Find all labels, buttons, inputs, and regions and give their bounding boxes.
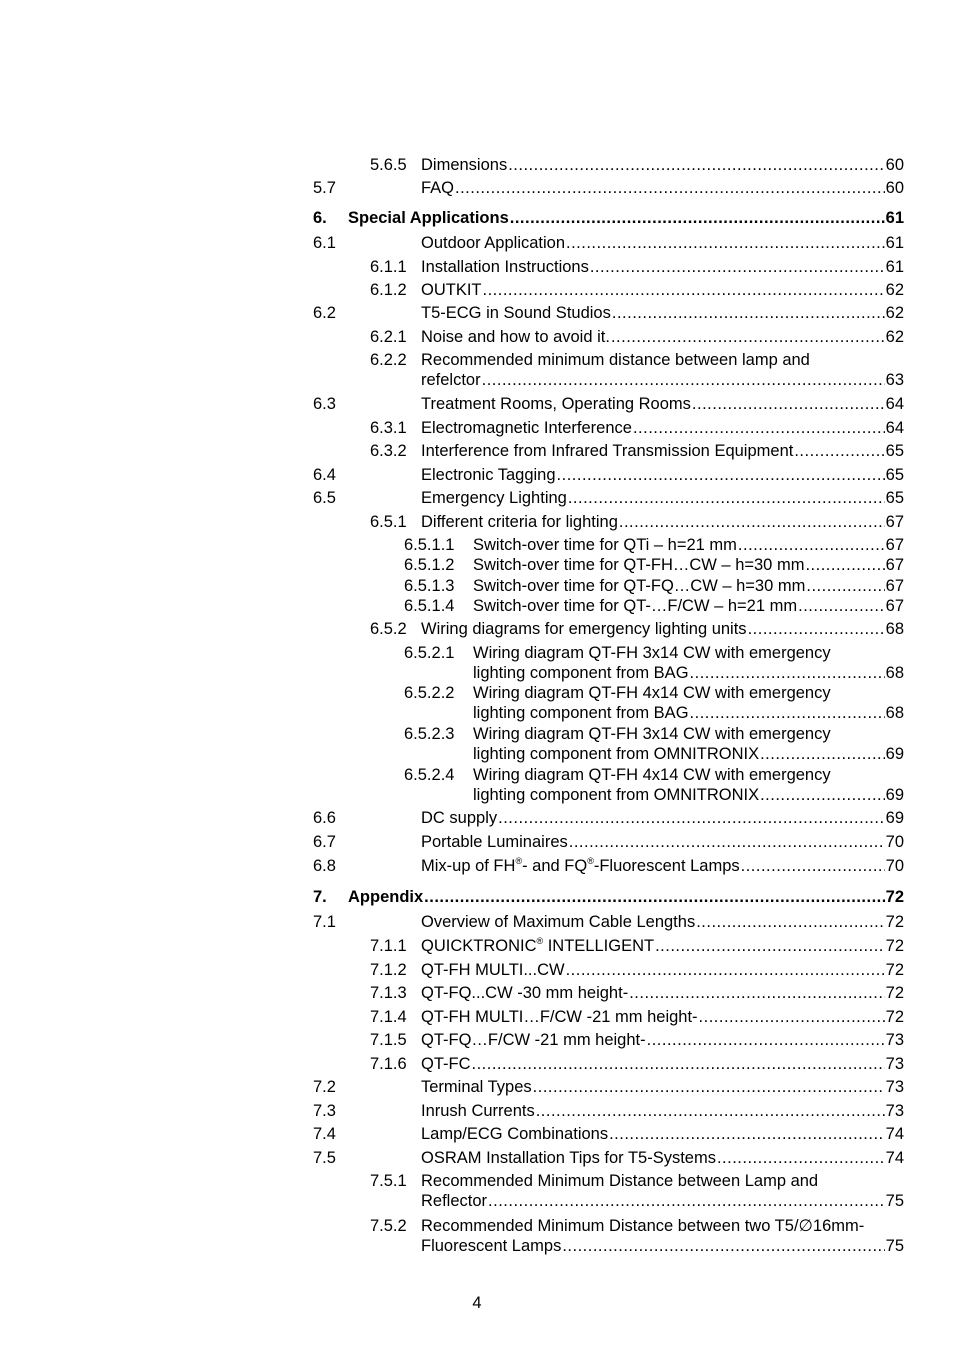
toc-entry-title xyxy=(473,596,904,616)
toc-entry-title-text: Treatment Rooms, Operating Rooms xyxy=(421,395,691,413)
title-segment: Mix-up of FH xyxy=(421,857,516,875)
toc-entry-page: 68 xyxy=(885,704,904,722)
toc-entry-title-text: QT-FQ...CW -30 mm height- xyxy=(421,984,629,1002)
toc-entry-title-text: QT-FQ…F/CW -21 mm height- xyxy=(421,1031,646,1049)
toc-entry-title xyxy=(421,1171,904,1211)
dot-leader xyxy=(455,178,885,198)
toc-entry-page: 74 xyxy=(885,1125,904,1143)
toc-entry-title xyxy=(421,1007,904,1027)
registered-mark: ® xyxy=(515,856,523,866)
toc-entry-title-text: Emergency Lighting xyxy=(421,489,567,507)
toc-entry-page: 69 xyxy=(885,809,904,827)
toc-entry-number: 6.8 xyxy=(313,857,336,875)
toc-entry-title xyxy=(421,465,904,485)
toc-entry-title-text: Inrush Currents xyxy=(421,1102,535,1120)
dot-leader xyxy=(533,1077,885,1097)
toc-entry-title-text: lighting component from OMNITRONIX xyxy=(473,786,760,804)
dot-leader xyxy=(690,703,885,723)
toc-entry-title xyxy=(348,887,904,907)
toc-entry-title-text: refelctor xyxy=(421,371,481,389)
toc-entry-page: 74 xyxy=(885,1149,904,1167)
toc-entry-title-text: T5-ECG in Sound Studios xyxy=(421,304,611,322)
toc-entry-page: 61 xyxy=(885,234,904,252)
toc-entry-number: 6.5.1.1 xyxy=(404,536,455,554)
toc-entry-title xyxy=(421,960,904,980)
toc-entry-title-text: OSRAM Installation Tips for T5-Systems xyxy=(421,1149,716,1167)
toc-entry-title xyxy=(473,683,904,723)
toc-entry-number: 5.7 xyxy=(313,179,336,197)
toc-entry[interactable] xyxy=(0,1171,954,1211)
toc-entry-title-text: Wiring diagram QT-FH 4x14 CW with emergency xyxy=(473,766,831,784)
toc-entry-page: 64 xyxy=(885,419,904,437)
toc-entry-number: 7.1.4 xyxy=(370,1008,407,1026)
toc-entry-title xyxy=(421,327,904,347)
dot-leader xyxy=(696,912,884,932)
dot-leader xyxy=(794,441,884,461)
toc-entry-title xyxy=(421,155,904,175)
toc-entry-page: 70 xyxy=(885,833,904,851)
toc-entry-number: 7.4 xyxy=(313,1125,336,1143)
toc-entry-title xyxy=(421,441,904,461)
toc-entry-title-text: Wiring diagram QT-FH 3x14 CW with emergency xyxy=(473,725,831,743)
toc-entry-page: 68 xyxy=(885,664,904,682)
toc-entry-page: 64 xyxy=(885,395,904,413)
toc-entry-title xyxy=(421,832,904,852)
toc-entry[interactable] xyxy=(0,1216,954,1256)
toc-entry-title-text: Overview of Maximum Cable Lengths xyxy=(421,913,696,931)
dot-leader xyxy=(647,1030,885,1050)
dot-leader xyxy=(609,1124,885,1144)
toc-entry-number: 7.5 xyxy=(313,1149,336,1167)
toc-entry-title xyxy=(421,1148,904,1168)
toc-entry-page: 73 xyxy=(885,1055,904,1073)
toc-entry-page: 75 xyxy=(885,1237,904,1255)
toc-entry-title-text: Reflector xyxy=(421,1192,488,1210)
toc-entry-title-text: Wiring diagrams for emergency lighting units xyxy=(421,620,747,638)
toc-entry-number: 6.3 xyxy=(313,395,336,413)
toc-entry-title xyxy=(473,724,904,764)
toc-entry-number: 6.3.1 xyxy=(370,419,407,437)
toc-entry-title-text: Installation Instructions xyxy=(421,258,589,276)
toc-entry-title-text: Electromagnetic Interference xyxy=(421,419,632,437)
dot-leader xyxy=(738,535,885,555)
toc-entry-title-text: Appendix xyxy=(348,888,424,906)
toc-entry-title-text: Wiring diagram QT-FH 3x14 CW with emergency xyxy=(473,644,831,662)
toc-entry-number: 6.4 xyxy=(313,466,336,484)
toc-entry-page: 72 xyxy=(885,913,904,931)
toc-entry-page: 72 xyxy=(885,984,904,1002)
dot-leader xyxy=(590,257,885,277)
toc-entry-page: 72 xyxy=(885,937,904,955)
toc-entry[interactable] xyxy=(0,683,954,723)
toc-entry-page: 65 xyxy=(885,466,904,484)
toc-entry-title xyxy=(421,856,904,876)
toc-entry-number: 7.1.1 xyxy=(370,937,407,955)
toc-entry-title-text: Switch-over time for QT-…F/CW – h=21 mm xyxy=(473,597,798,615)
toc-entry-title xyxy=(473,765,904,805)
toc-entry-number: 7. xyxy=(313,888,327,906)
toc-entry-title xyxy=(473,576,904,596)
toc-entry-page: 72 xyxy=(885,888,904,906)
toc-entry-number: 6.1.1 xyxy=(370,258,407,276)
page-number: 4 xyxy=(472,1294,482,1312)
dot-leader xyxy=(562,1236,884,1256)
toc-entry-title-text: FAQ xyxy=(421,179,455,197)
toc-entry-title-text: DC supply xyxy=(421,809,498,827)
toc-entry-page: 61 xyxy=(885,209,904,227)
toc-entry-title-text: lighting component from BAG xyxy=(473,704,689,722)
registered-mark: ® xyxy=(587,856,594,866)
title-segment: -Fluorescent Lamps xyxy=(593,857,740,875)
toc-entry-number: 7.1.5 xyxy=(370,1031,407,1049)
toc-entry-page: 60 xyxy=(885,156,904,174)
toc-entry-title xyxy=(473,643,904,683)
toc-entry-title-text: QT-FH MULTI...CW xyxy=(421,961,565,979)
toc-entry-number: 6.5 xyxy=(313,489,336,507)
toc-entry-title-text: QT-FC xyxy=(421,1055,471,1073)
dot-leader xyxy=(633,418,885,438)
dot-leader xyxy=(699,1007,885,1027)
toc-entry-page: 65 xyxy=(885,442,904,460)
dot-leader xyxy=(741,856,885,876)
toc-entry-title xyxy=(348,208,904,228)
toc-entry-number: 6.5.2.2 xyxy=(404,684,455,702)
toc-entry-page: 72 xyxy=(885,1008,904,1026)
dot-leader xyxy=(612,303,885,323)
toc-entry-title xyxy=(421,912,904,932)
toc-entry-page: 63 xyxy=(885,371,904,389)
toc-entry-title xyxy=(421,936,904,956)
toc-entry[interactable] xyxy=(0,724,954,764)
dot-leader xyxy=(655,936,885,956)
toc-entry-number: 7.3 xyxy=(313,1102,336,1120)
dot-leader xyxy=(508,155,884,175)
toc-entry-title-text: Lamp/ECG Combinations xyxy=(421,1125,609,1143)
toc-entry-title-text: Recommended Minimum Distance between two T5/∅16mm- xyxy=(421,1217,865,1235)
toc-entry-page: 67 xyxy=(885,513,904,531)
toc-entry-title-text: Recommended Minimum Distance between Lamp and xyxy=(421,1172,819,1190)
toc-entry-number: 6.1 xyxy=(313,234,336,252)
toc-entry-page: 67 xyxy=(885,536,904,554)
toc-entry-title xyxy=(473,555,904,575)
dot-leader xyxy=(692,394,885,414)
toc-entry-title-text xyxy=(421,936,654,956)
toc-entry-title xyxy=(421,178,904,198)
toc-entry-title-text: Fluorescent Lamps xyxy=(421,1237,562,1255)
toc-entry-page: 61 xyxy=(885,258,904,276)
toc-entry-page: 65 xyxy=(885,489,904,507)
toc-entry-number: 7.5.2 xyxy=(370,1217,407,1235)
dot-leader xyxy=(424,887,884,907)
toc-entry[interactable] xyxy=(0,350,954,390)
toc-entry-title-text: lighting component from OMNITRONIX xyxy=(473,745,760,763)
toc-entry-title xyxy=(421,233,904,253)
toc-entry-title xyxy=(421,350,904,390)
toc-entry-number: 6.5.2.4 xyxy=(404,766,455,784)
toc-entry-number: 6.5.2 xyxy=(370,620,407,638)
toc-entry-title xyxy=(421,1101,904,1121)
toc-entry-title-text: Interference from Infrared Transmission Equipment xyxy=(421,442,794,460)
dot-leader xyxy=(510,208,885,228)
toc-entry-number: 6.5.1.2 xyxy=(404,556,455,574)
toc-entry-number: 6. xyxy=(313,209,327,227)
toc-entry-number: 6.7 xyxy=(313,833,336,851)
toc-entry-page: 68 xyxy=(885,620,904,638)
toc-entry-title xyxy=(421,394,904,414)
toc-entry-number: 6.5.1 xyxy=(370,513,407,531)
dot-leader xyxy=(717,1148,885,1168)
toc-entry-title-text: Switch-over time for QTi – h=21 mm xyxy=(473,536,737,554)
toc-entry-page: 73 xyxy=(885,1078,904,1096)
toc-entry-title xyxy=(421,512,904,532)
toc-entry-number: 7.1.3 xyxy=(370,984,407,1002)
toc-entry-page: 73 xyxy=(885,1031,904,1049)
toc-entry-number: 6.3.2 xyxy=(370,442,407,460)
toc-entry-number: 6.5.1.3 xyxy=(404,577,455,595)
dot-leader xyxy=(566,233,885,253)
toc-entry-page: 69 xyxy=(885,786,904,804)
registered-mark: ® xyxy=(536,936,544,946)
toc-entry-title-text: Special Applications xyxy=(348,209,509,227)
toc-entry-title xyxy=(421,257,904,277)
toc-entry-page: 62 xyxy=(885,328,904,346)
toc-entry-title-text: QT-FH MULTI…F/CW -21 mm height- xyxy=(421,1008,698,1026)
toc-entry-page: 67 xyxy=(885,556,904,574)
dot-leader xyxy=(568,488,885,508)
dot-leader xyxy=(536,1101,885,1121)
toc-entry-page: 62 xyxy=(885,281,904,299)
toc-entry-number: 6.5.2.1 xyxy=(404,644,455,662)
dot-leader xyxy=(798,596,885,616)
toc-entry-number: 6.2.1 xyxy=(370,328,407,346)
toc-entry-title xyxy=(421,1054,904,1074)
toc-entry-title-text: Electronic Tagging xyxy=(421,466,556,484)
toc-entry-title xyxy=(421,280,904,300)
toc-entry-page: 70 xyxy=(885,857,904,875)
toc-entry-title xyxy=(421,1216,904,1256)
dot-leader xyxy=(690,663,885,683)
toc-entry-page: 75 xyxy=(885,1192,904,1210)
dot-leader xyxy=(483,280,885,300)
toc-entry-title xyxy=(473,535,904,555)
toc-entry-page: 72 xyxy=(885,961,904,979)
toc-entry-title xyxy=(421,619,904,639)
dot-leader xyxy=(498,808,885,828)
toc-entry-title xyxy=(421,1077,904,1097)
toc-entry-title-text: Noise and how to avoid it. xyxy=(421,328,610,346)
toc-entry-number: 6.5.1.4 xyxy=(404,597,455,615)
toc-entry-page: 67 xyxy=(885,597,904,615)
toc-entry-title-text: Wiring diagram QT-FH 4x14 CW with emergency xyxy=(473,684,831,702)
toc-entry-title-text xyxy=(421,856,740,876)
toc-entry-title xyxy=(421,983,904,1003)
title-segment: QUICKTRONIC xyxy=(421,937,537,955)
dot-leader xyxy=(566,960,885,980)
dot-leader xyxy=(629,983,884,1003)
toc-entry-page: 73 xyxy=(885,1102,904,1120)
title-segment: INTELLIGENT xyxy=(543,937,655,955)
toc-entry-number: 7.2 xyxy=(313,1078,336,1096)
dot-leader xyxy=(569,832,885,852)
title-segment: - and FQ xyxy=(522,857,588,875)
dot-leader xyxy=(611,327,885,347)
dot-leader xyxy=(806,576,884,596)
toc-entry-title xyxy=(421,488,904,508)
dot-leader xyxy=(760,744,885,764)
toc-entry-title-text: OUTKIT xyxy=(421,281,482,299)
dot-leader xyxy=(760,785,885,805)
toc-entry-title xyxy=(421,303,904,323)
toc-entry-title xyxy=(421,418,904,438)
toc-entry-number: 6.2 xyxy=(313,304,336,322)
toc-entry[interactable] xyxy=(0,765,954,805)
toc-entry-title-text: Switch-over time for QT-FH…CW – h=30 mm xyxy=(473,556,805,574)
toc-entry-title-text: lighting component from BAG xyxy=(473,664,689,682)
toc-entry-title xyxy=(421,1030,904,1050)
toc-entry-number: 5.6.5 xyxy=(370,156,407,174)
dot-leader xyxy=(619,512,885,532)
toc-entry-title-text: Different criteria for lighting xyxy=(421,513,618,531)
toc-entry-page: 67 xyxy=(885,577,904,595)
toc-entry-number: 7.1 xyxy=(313,913,336,931)
toc-entry-page: 62 xyxy=(885,304,904,322)
dot-leader xyxy=(557,465,885,485)
toc-entry-title-text: Portable Luminaires xyxy=(421,833,568,851)
dot-leader xyxy=(472,1054,885,1074)
toc-entry-title-text: Switch-over time for QT-FQ…CW – h=30 mm xyxy=(473,577,806,595)
toc-entry-title xyxy=(421,1124,904,1144)
toc-entry-number: 7.1.6 xyxy=(370,1055,407,1073)
toc-entry-number: 7.1.2 xyxy=(370,961,407,979)
toc-entry[interactable] xyxy=(0,643,954,683)
toc-entry-title-text: Terminal Types xyxy=(421,1078,532,1096)
toc-entry-number: 6.6 xyxy=(313,809,336,827)
toc-entry-number: 6.5.2.3 xyxy=(404,725,455,743)
dot-leader xyxy=(805,555,884,575)
dot-leader xyxy=(488,1191,885,1211)
toc-entry-title-text: Outdoor Application xyxy=(421,234,566,252)
toc-entry-number: 6.2.2 xyxy=(370,351,407,369)
toc-entry-number: 7.5.1 xyxy=(370,1172,407,1190)
dot-leader xyxy=(748,619,885,639)
toc-entry-number: 6.1.2 xyxy=(370,281,407,299)
dot-leader xyxy=(482,370,885,390)
toc-entry-title-text: Recommended minimum distance between lamp and xyxy=(421,351,810,369)
toc-entry-title xyxy=(421,808,904,828)
toc-entry-page: 60 xyxy=(885,179,904,197)
toc-entry-title-text: Dimensions xyxy=(421,156,508,174)
toc-entry-page: 69 xyxy=(885,745,904,763)
